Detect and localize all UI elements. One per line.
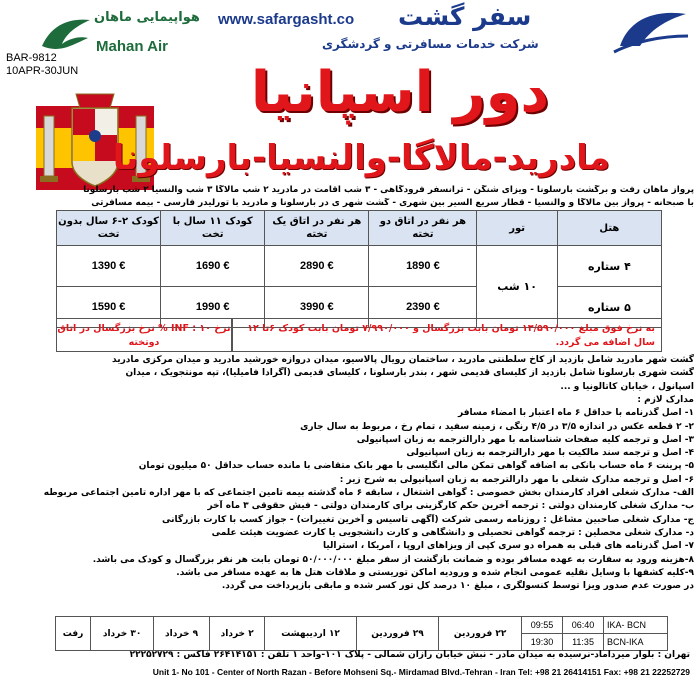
footer-address-fa: تهران : بلوار میرداماد-نرسیده به میدان مادر - نبش خیابان رازان شمالی - پلاک ۱۰۱-واحد ۱ تلفن : ۲۶۴۱۴۱۵۱ فاکس : ۲۲۲۵۲۷۲۹	[129, 650, 690, 660]
body-text-line: اسپانول ، خیابان کاتالونیا و ...	[560, 381, 694, 392]
table-row	[56, 617, 668, 634]
body-text-line: ج- مدارک شغلی صاحبین مشاغل : روزنامه رسمی شرکت (آگهی تاسیس و آخرین تغییرات) - جواز کسب با کارت بازرگانی	[162, 514, 694, 525]
header-hotel: هتل	[557, 211, 661, 246]
price-child-nobed: 1390 €	[57, 246, 161, 287]
agency-subtitle: شرکت خدمات مسافرتی و گردشگری	[322, 37, 539, 51]
departure-date: ۲ خرداد	[209, 617, 265, 651]
body-text-line: الف- مدارک شغلی افراد کارمندان بخش خصوصی : گواهی اشتغال ، سابقه ۶ ماه گذشته بیمه تامین اجتماعی که با مهر اداره تامین اجتماعی مربوطه	[43, 488, 694, 498]
body-text-line: ۴- اصل و ترجمه سند مالکیت با مهر دارالترجمه به زبان اسپانیولی	[406, 448, 694, 459]
flight-arrival-time: 09:55	[522, 617, 563, 634]
flight-route: BCN-IKA	[604, 634, 668, 651]
body-text-line: در صورت عدم صدور ویزا توسط کنسولگری ، مبلغ ۱۰ درصد کل تور کسر شده و مابقی بازپرداخت می گردد.	[221, 581, 694, 592]
price-single: 2890 €	[265, 246, 369, 287]
tour-cities: مادرید-مالاگا-والنسیا-بارسلونا	[112, 138, 610, 178]
airline-name-fa: هواپیمایی ماهان	[94, 10, 200, 25]
tour-title: دور اسپانیا	[250, 60, 550, 125]
departure-date: ۲۹ فروردین	[356, 617, 439, 651]
header-single: هر نفر در اتاق یک تخته	[265, 211, 369, 246]
table-row	[57, 246, 662, 287]
flight-departure-time: 11:35	[563, 634, 604, 651]
body-text-line: ۷- اصل گذرنامه های قبلی به همراه دو سری کپی از ویزاهای اروپا ، آمریکا ، استرالیا	[322, 541, 694, 552]
tour-duration: ۱۰ شب	[477, 246, 557, 328]
tour-info-line: پرواز ماهان رفت و برگشت بارسلونا - ویزای شنگن - ترانسفر فرودگاهی - ۳ شب اقامت در مادرید ۲ شب مالاگا ۳ شب والنسیا ۲ شب بارسلونا	[83, 185, 694, 195]
body-text-line: گشت شهری بارسلونا شامل بازدید از کلیسای قدیمی شهر ، بندر بارسلونا ، کلیسای قدیمی (آگرادا فامیلیا)، تپه مونتجویک ، میدان	[125, 368, 694, 379]
header-double: هر نفر در اتاق دو تخته	[369, 211, 477, 246]
price-table-header-row	[57, 211, 662, 246]
price-double: 1890 €	[369, 246, 477, 287]
tour-code: BAR-9812	[6, 52, 57, 64]
body-text-line: مدارک لازم :	[637, 394, 694, 405]
body-text-line: ۹-کلیه کشفها با وسایل نقلیه عمومی انجام شده و ورودیه اماکن توریستی و ملاقات هتل ها به عهده مسافر می باشد.	[176, 567, 694, 578]
price-child-bed: 1690 €	[161, 246, 265, 287]
departure-label: رفت	[56, 617, 91, 651]
airline-name-en: Mahan Air	[96, 38, 168, 55]
price-table	[56, 210, 662, 328]
header-tour: تور	[477, 211, 557, 246]
tour-dates: 10APR-30JUN	[6, 65, 79, 77]
agency-logo-icon	[610, 6, 690, 56]
rial-surcharge-note: به نرخ فوق مبلغ ۱۳/۵۹۰/۰۰۰ تومان بابت بزرگسال و ۷/۹۹۰/۰۰۰ تومان بابت کودک ۶تا ۱۲ سال اضافه می گردد.	[232, 318, 662, 352]
departure-date: ۳۰ خرداد	[91, 617, 154, 651]
price-double: 2390 €	[369, 287, 477, 328]
tour-code-block	[6, 52, 78, 78]
body-text-line: ۶- اصل و ترجمه مدارک شغلی با مهر دارالترجمه به زبان اسپانیولی به شرح زیر :	[339, 474, 694, 485]
body-text-line: گشت شهر مادرید شامل بازدید از کاخ سلطنتی مادرید ، ساختمان رویال پالاسیو، میدان دروازه خورشید مادرید و میدان مرکزی مادرید	[112, 355, 694, 365]
departure-date: ۲۲ فروردین	[439, 617, 522, 651]
departure-date: ۹ خرداد	[154, 617, 210, 651]
header-child-nobed: کودک ۲-۶ سال بدون تخت	[57, 211, 161, 246]
body-text-line: ۸-هزینه ورود به سفارت به عهده مسافر بوده و ضمانت بازگشت از سفر مبلغ ۵۰/۰۰۰/۰۰۰ تومان بابت هر نفر بزرگسال و کودک می باشد.	[92, 554, 694, 565]
body-text-line: ۳- اصل و ترجمه کلیه صفحات شناسنامه با مهر دارالترجمه به زبان اسپانیولی	[356, 434, 694, 445]
header-child-bed: کودک ۱۱ سال با تخت	[161, 211, 265, 246]
agency-name: سفر گشت	[398, 2, 532, 31]
infant-price-note: نرخ INF : ۱۰ % نرخ بزرگسال در اتاق دوتخته	[56, 318, 232, 352]
flight-arrival-time: 19:30	[522, 634, 563, 651]
flight-table	[55, 616, 668, 651]
hotel-grade: ۵ ستاره	[557, 287, 661, 328]
price-child-bed: 1990 €	[161, 287, 265, 328]
footer-address-en: Unit 1- No 101 - Center of North Razan - Before Mohseni Sq.- Mirdamad Blvd.-Tehran - Iran Tel: +98 21 26414151 Fax: +98 21 22252729	[152, 667, 690, 677]
tour-info-line: با صبحانه - پرواز بین مالاگا و والنسیا - قطار سریع السیر بین شهری - گشت شهر ی در بارسلونا و مادرید با تورلیدر فارسی - بیمه مسافرتی	[91, 198, 694, 208]
price-single: 3990 €	[265, 287, 369, 328]
body-text-line: ۱- اصل گذرنامه با حداقل ۶ ماه اعتبار با امضاء مسافر	[457, 408, 694, 419]
body-text-line: ۵- پرینت ۶ ماه حساب بانکی به اضافه گواهی تمکن مالی انگلیسی با مهر بانک متقاضی با مانده حساب حداقل ۵۰ میلیون تومان	[138, 461, 694, 472]
hotel-grade: ۴ ستاره	[557, 246, 661, 287]
departure-date: ۱۲ اردیبهشت	[265, 617, 356, 651]
body-text-line: د- مدارک شغلی محصلین : ترجمه گواهی تحصیلی و دانشگاهی و کارت دانشجویی یا کارت عضویت هیئت علمی	[211, 527, 694, 538]
price-child-nobed: 1590 €	[57, 287, 161, 328]
flight-route: IKA- BCN	[604, 617, 668, 634]
body-text-line: ۲- ۲ قطعه عکس در اندازه ۳/۵ در ۴/۵ رنگی ، زمینه سفید ، تمام رخ ، مربوط به سال جاری	[300, 421, 694, 432]
body-text-line: ب- مدارک شغلی کارمندان دولتی : ترجمه آخرین حکم کارگزینی برای کارمندان دولتی - فیش حقوقی ۳ ماه آخر	[207, 501, 694, 512]
flight-departure-time: 06:40	[563, 617, 604, 634]
website-link[interactable]: www.safargasht.co	[218, 11, 355, 28]
